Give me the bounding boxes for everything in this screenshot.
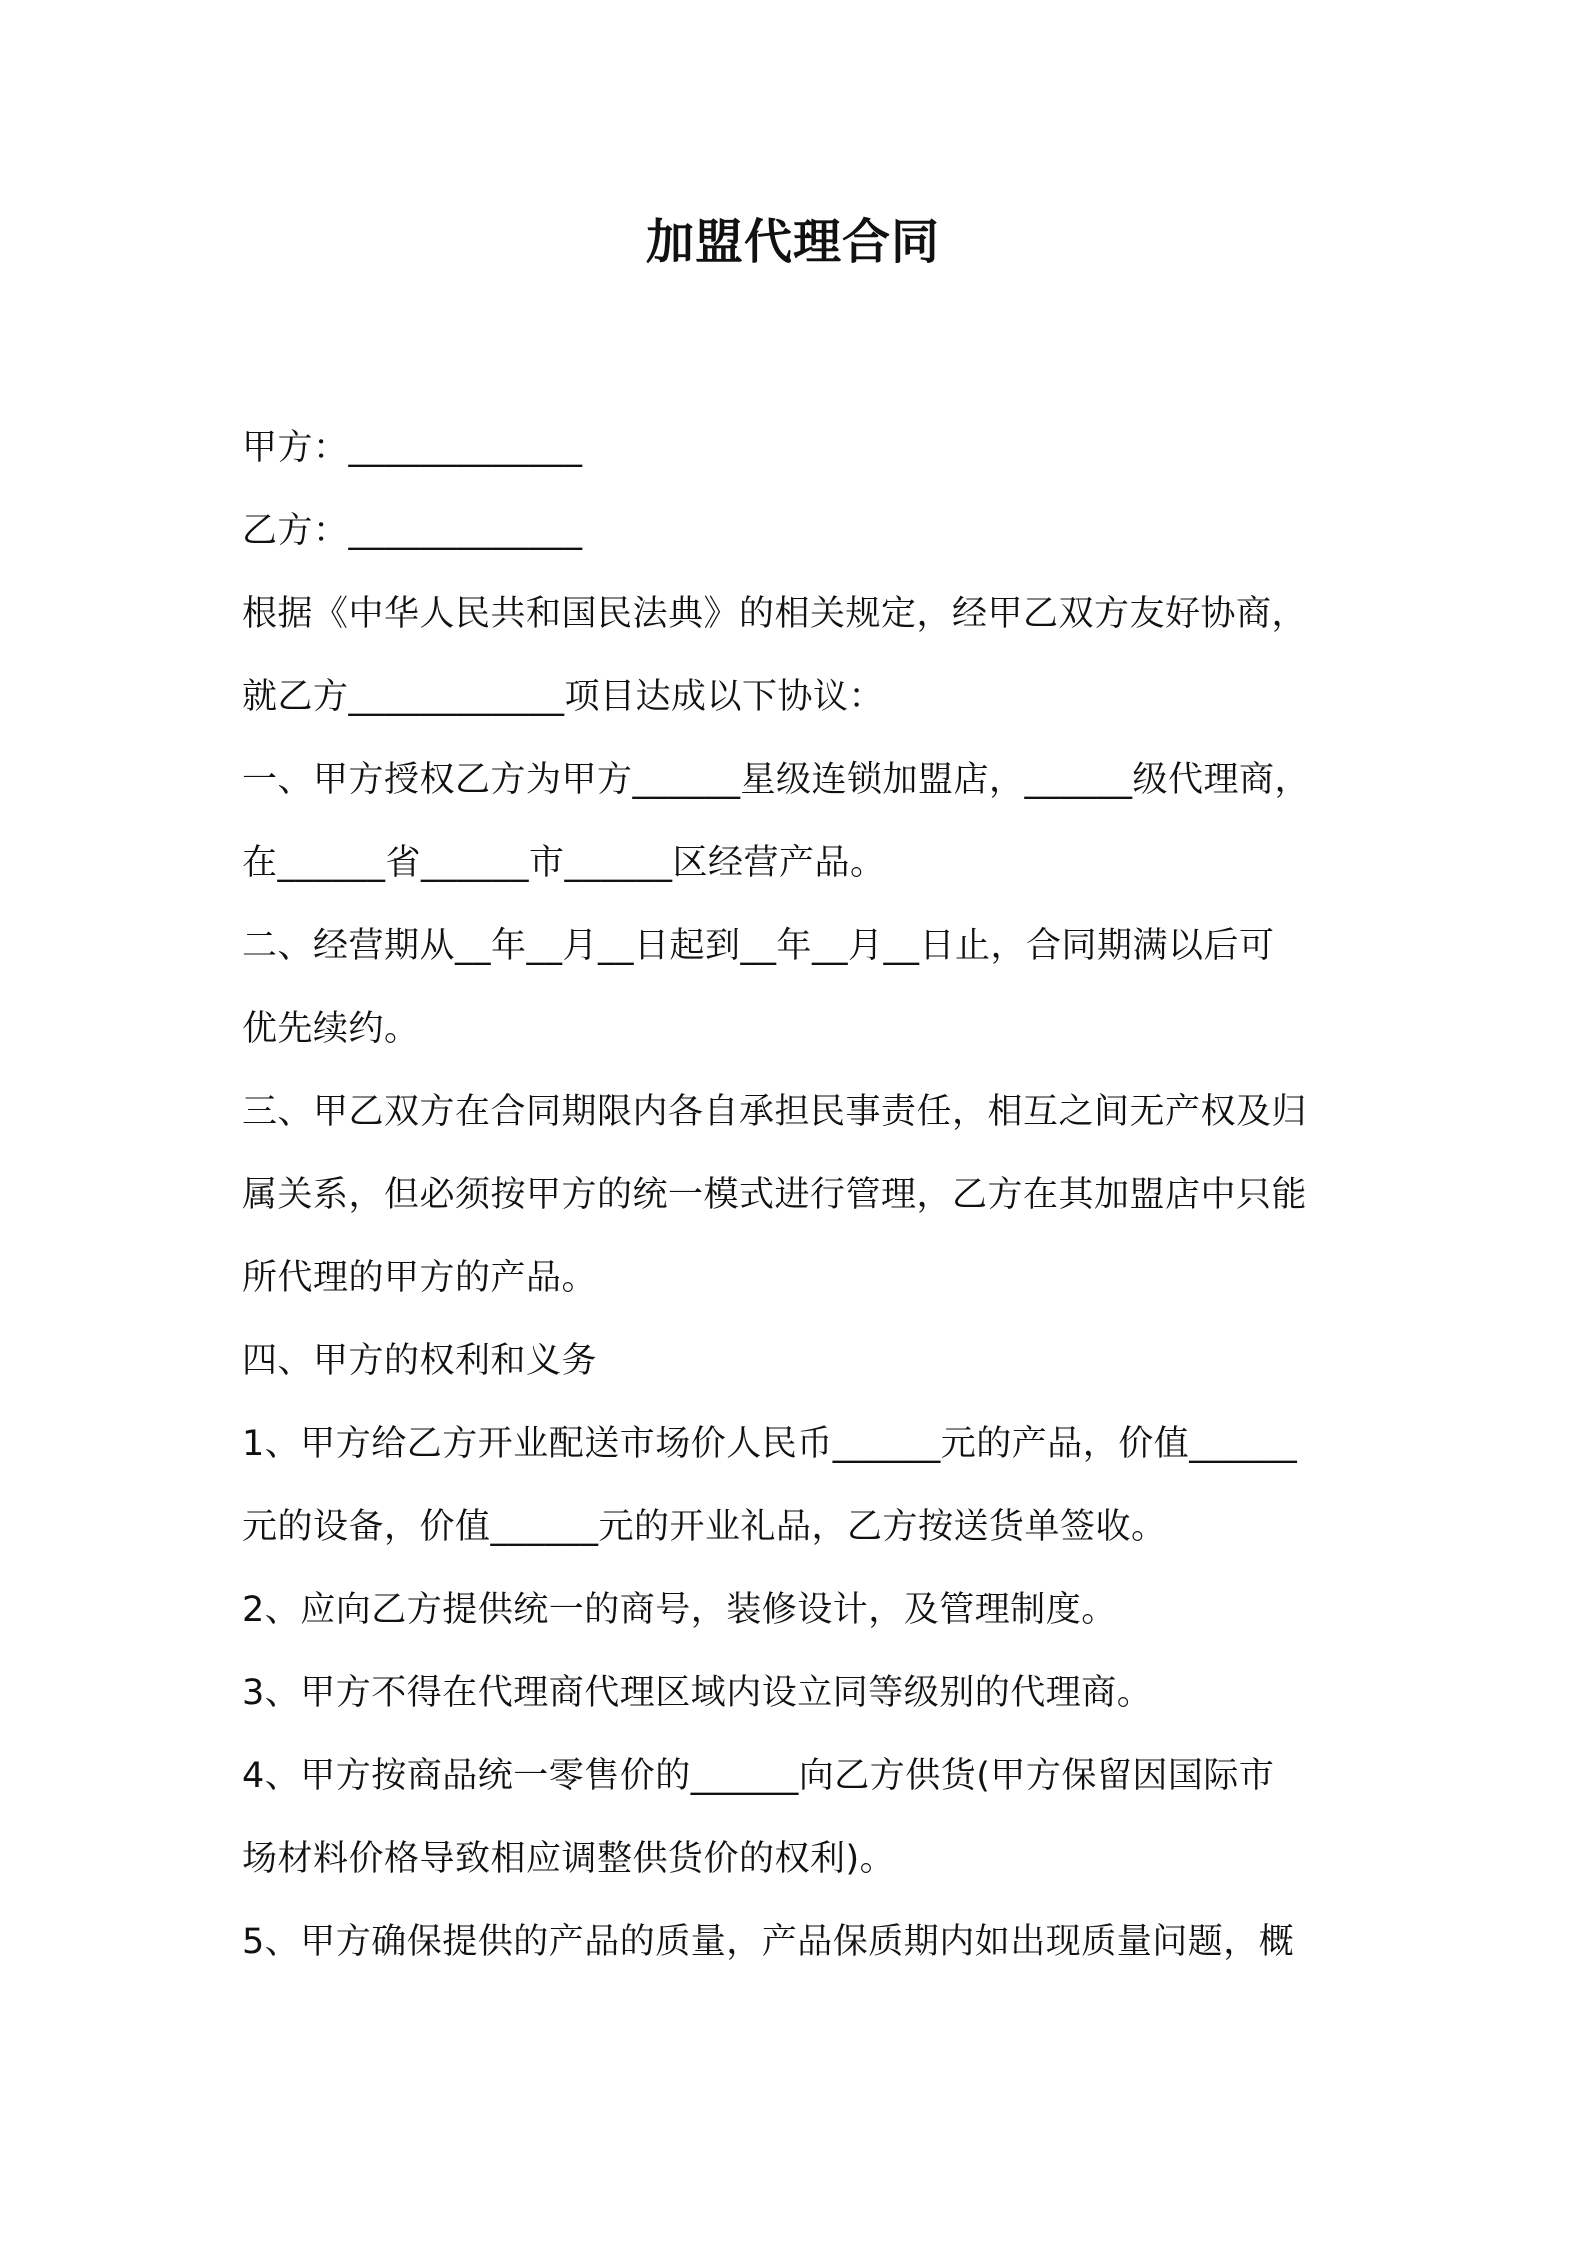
clause-1-line-1: 一、甲方授权乙方为甲方______星级连锁加盟店，______级代理商，	[242, 760, 1311, 800]
item-1-line-2: 元的设备，价值______元的开业礼品，乙方按送货单签收。	[242, 1507, 1167, 1547]
clause-3-line-1: 三、甲乙双方在合同期限内各自承担民事责任，相互之间无产权及归	[242, 1092, 1308, 1132]
party-b-line: 乙方：_____________	[242, 511, 583, 551]
party-a-line: 甲方：_____________	[242, 428, 583, 468]
item-4-line-1: 4、甲方按商品统一零售价的______向乙方供货(甲方保留因国际市	[242, 1756, 1275, 1796]
clause-1-line-2: 在______省______市______区经营产品。	[242, 843, 886, 883]
contract-body	[242, 407, 1352, 1984]
preamble-line-1: 根据《中华人民共和国民法典》的相关规定，经甲乙双方友好协商，	[242, 594, 1308, 634]
clause-4-heading: 四、甲方的权利和义务	[242, 1341, 598, 1381]
clause-2-line-2: 优先续约。	[242, 1009, 420, 1049]
item-2-line: 2、应向乙方提供统一的商号，装修设计，及管理制度。	[242, 1590, 1117, 1630]
document-title: 加盟代理合同	[645, 214, 940, 270]
clause-3-line-3: 所代理的甲方的产品。	[242, 1258, 598, 1298]
item-1-line-1: 1、甲方给乙方开业配送市场价人民币______元的产品，价值______	[242, 1424, 1298, 1464]
preamble-line-2: 就乙方____________项目达成以下协议：	[242, 677, 885, 717]
item-5-line-1: 5、甲方确保提供的产品的质量，产品保质期内如出现质量问题，概	[242, 1922, 1295, 1962]
item-4-line-2: 场材料价格导致相应调整供货价的权利)。	[242, 1839, 896, 1879]
clause-3-line-2: 属关系，但必须按甲方的统一模式进行管理，乙方在其加盟店中只能	[242, 1175, 1308, 1215]
item-3-line: 3、甲方不得在代理商代理区域内设立同等级别的代理商。	[242, 1673, 1153, 1713]
clause-2-line-1: 二、经营期从__年__月__日起到__年__月__日止，合同期满以后可	[242, 926, 1275, 966]
